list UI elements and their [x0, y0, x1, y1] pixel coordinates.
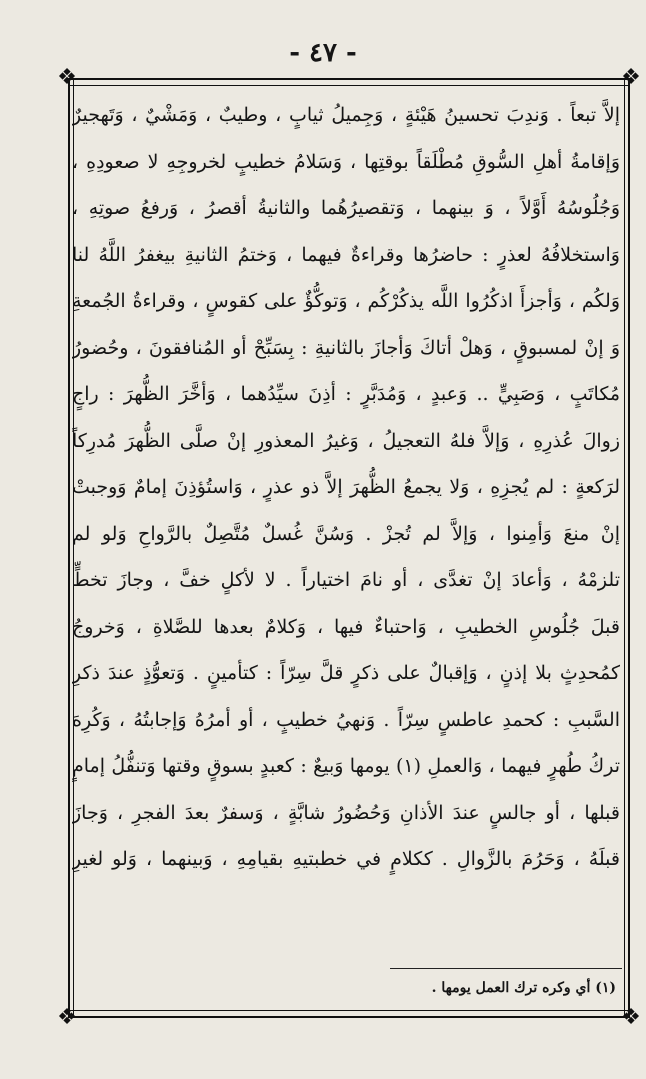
page-number: - ٤٧ - — [289, 38, 357, 68]
text-line: قبلَهُ ، وَحَرُمَ بالزَّوالِ . ككلامٍ في خطبتيهِ بقيامِهِ ، وَبينهما ، وَلو لغيرِ — [72, 848, 620, 870]
text-line: وَلكُم ، وَأجزأَ اذكُرُوا اللَّه يذكُرْكُم ، وَتوكُّؤٌ على كقوسٍ ، وقراءةُ الجُمعةِ — [72, 290, 620, 312]
corner-ornament-icon: ❖ — [57, 1005, 77, 1030]
border-right-rule — [624, 78, 630, 1018]
body-text — [72, 92, 620, 883]
corner-ornament-icon: ❖ — [621, 65, 641, 90]
text-line: وَإقامةُ أهلِ السُّوقِ مُطْلَقاً بوقتِها ، وَسَلامُ خطيبٍ لخروجِهِ لا صعودِهِ ، — [72, 150, 620, 173]
text-line: السَّببِ : كحمدِ عاطسٍ سِرّاً . وَنهيُ خطيبٍ ، أو أمرُهُ وَإجابتُهُ ، وَكُرِهَ — [72, 708, 620, 731]
text-line: مُكاتَبٍ ، وَصَبِيٍّ .. وَعبدٍ ، وَمُدَبَّرٍ : أذِنَ سيِّدُهما ، وَأخَّرَ الظُّهرَ : راجٍ — [72, 383, 620, 405]
corner-ornament-icon: ❖ — [621, 1005, 641, 1030]
footnote: (١) أي وكره ترك العمل يومها . — [431, 980, 616, 996]
text-line: تلزمْهُ ، وَأعادَ إنْ تغدَّى ، أو نامَ اختياراً . لا لأكلٍ خفَّ ، وجازَ تخطٍّ — [72, 569, 620, 591]
text-line: وَاستخلافُهُ لعذرٍ : حاضرُها وقراءةٌ فيهما ، وَختمُ الثانيةِ بيغفرُ اللَّهُ لنا — [72, 243, 620, 266]
text-line: وَجُلُوسُهُ أَوَّلاً ، وَ بينهما ، وَتقصيرُهُما والثانيةُ أقصرُ ، وَرفعُ صوتِهِ ، — [72, 197, 620, 219]
text-line: تركُ طُهرٍ فيهما ، وَالعملِ (١) يومها وَبيعٌ : كعبدٍ بسوقٍ وقتها وَتنفُّلُ إمامٍ — [72, 755, 620, 777]
text-line: زوالَ عُذرِهِ ، وَإلاَّ فلهُ التعجيلُ ، وَغيرُ المعذورِ إنْ صلَّى الظُّهرَ مُدرِكاً — [72, 429, 620, 452]
footnote-separator — [390, 968, 622, 969]
text-line: وَ إنْ لمسبوقٍ ، وَهلْ أتاكَ وَأجازَ بالثانيةِ : بِسَبِّحْ أو المُنافقونَ ، وحُضورُ — [72, 336, 620, 359]
text-line: قبلها ، أو جالسٍ عندَ الأذانِ وَحُضُورُ شابَّةٍ ، وَسفرٌ بعدَ الفجرِ ، وَجازَ — [72, 801, 620, 824]
border-top-rule — [70, 78, 628, 86]
corner-ornament-icon: ❖ — [57, 65, 77, 90]
text-line: لرَكعةٍ : لم يُجزِهِ ، وَلا يجمعُ الظُّهرَ إلاَّ ذو عذرٍ ، وَاستُؤذِنَ إمامٌ وَوجبتْ — [72, 476, 620, 498]
text-line: كمُحدِثٍ بلا إذنٍ ، وَإقبالٌ على ذكرٍ قلَّ سِرّاً : كتأمينٍ . وَتعوُّذٍ عندَ ذكرِ — [72, 662, 620, 684]
border-bottom-rule — [70, 1010, 628, 1018]
text-line: قبلَ جُلُوسِ الخطيبِ ، وَاحتباءٌ فيها ، وَكلامٌ بعدها للصَّلاةِ ، وَخروجُ — [72, 615, 620, 638]
text-line: إنْ منعَ وَأمِنوا ، وَإلاَّ لم تُجزْ . وَسُنَّ غُسلٌ مُتَّصِلٌ بالرَّواحِ وَلو لم — [72, 522, 620, 545]
text-line: إلاَّ تبعاً . وَندِبَ تحسينُ هَيْئةٍ ، وَجِميلُ ثيابٍ ، وطيبٌ ، وَمَشْيٌ ، وَتَهجيرٌ — [72, 104, 620, 126]
